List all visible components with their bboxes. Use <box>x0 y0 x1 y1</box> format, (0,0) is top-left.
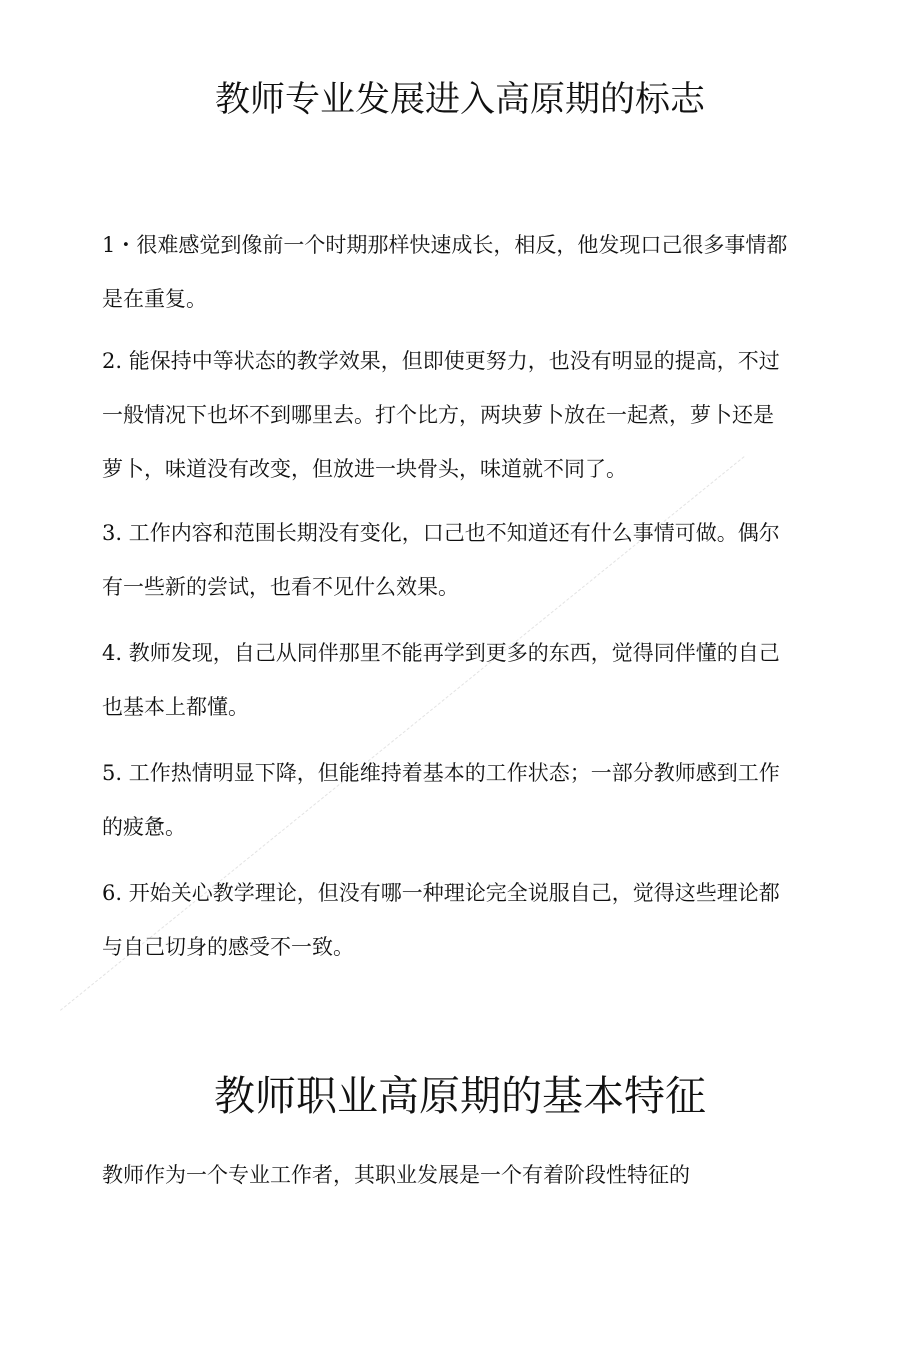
list-item <box>102 334 792 496</box>
list-item-number: 6. <box>102 881 129 905</box>
list-item-text: 很难感觉到像前一个时期那样快速成长，相反，他发现口己很多事情都是在重复。 <box>102 233 788 311</box>
list-item-number: 1・ <box>102 233 137 257</box>
list-item <box>102 506 792 614</box>
list-item-number: 2. <box>102 349 129 373</box>
list-item-text: 开始关心教学理论，但没有哪一种理论完全说服自己，觉得这些理论都与自己切身的感受不一致。 <box>102 881 780 959</box>
list-item-number: 5. <box>102 761 129 785</box>
list-item <box>102 866 792 974</box>
intro-paragraph: 教师作为一个专业工作者，其职业发展是一个有着阶段性特征的 <box>102 1163 690 1187</box>
list-item-number: 4. <box>102 641 129 665</box>
list-item-number: 3. <box>102 521 129 545</box>
list-item <box>102 626 792 734</box>
list-item-text: 工作热情明显下降，但能维持着基本的工作状态；一部分教师感到工作的疲惫。 <box>102 761 780 839</box>
list-item <box>102 746 792 854</box>
section-title-plateau-features: 教师职业高原期的基本特征 <box>214 1072 706 1120</box>
list-item-text: 教师发现，自己从同伴那里不能再学到更多的东西，觉得同伴懂的自己也基本上都懂。 <box>102 641 780 719</box>
section-title-plateau-signs: 教师专业发展进入高原期的标志 <box>214 80 705 120</box>
list-item-text: 工作内容和范围长期没有变化，口己也不知道还有什么事情可做。偶尔有一些新的尝试，也看不见什么效果。 <box>102 521 780 599</box>
list-item <box>102 218 792 326</box>
list-item-text: 能保持中等状态的教学效果，但即使更努力，也没有明显的提高，不过一般情况下也坏不到哪里去。打个比方，两块萝卜放在一起煮，萝卜还是萝卜，味道没有改变，但放进一块骨头，味道就不同了。 <box>102 349 780 481</box>
